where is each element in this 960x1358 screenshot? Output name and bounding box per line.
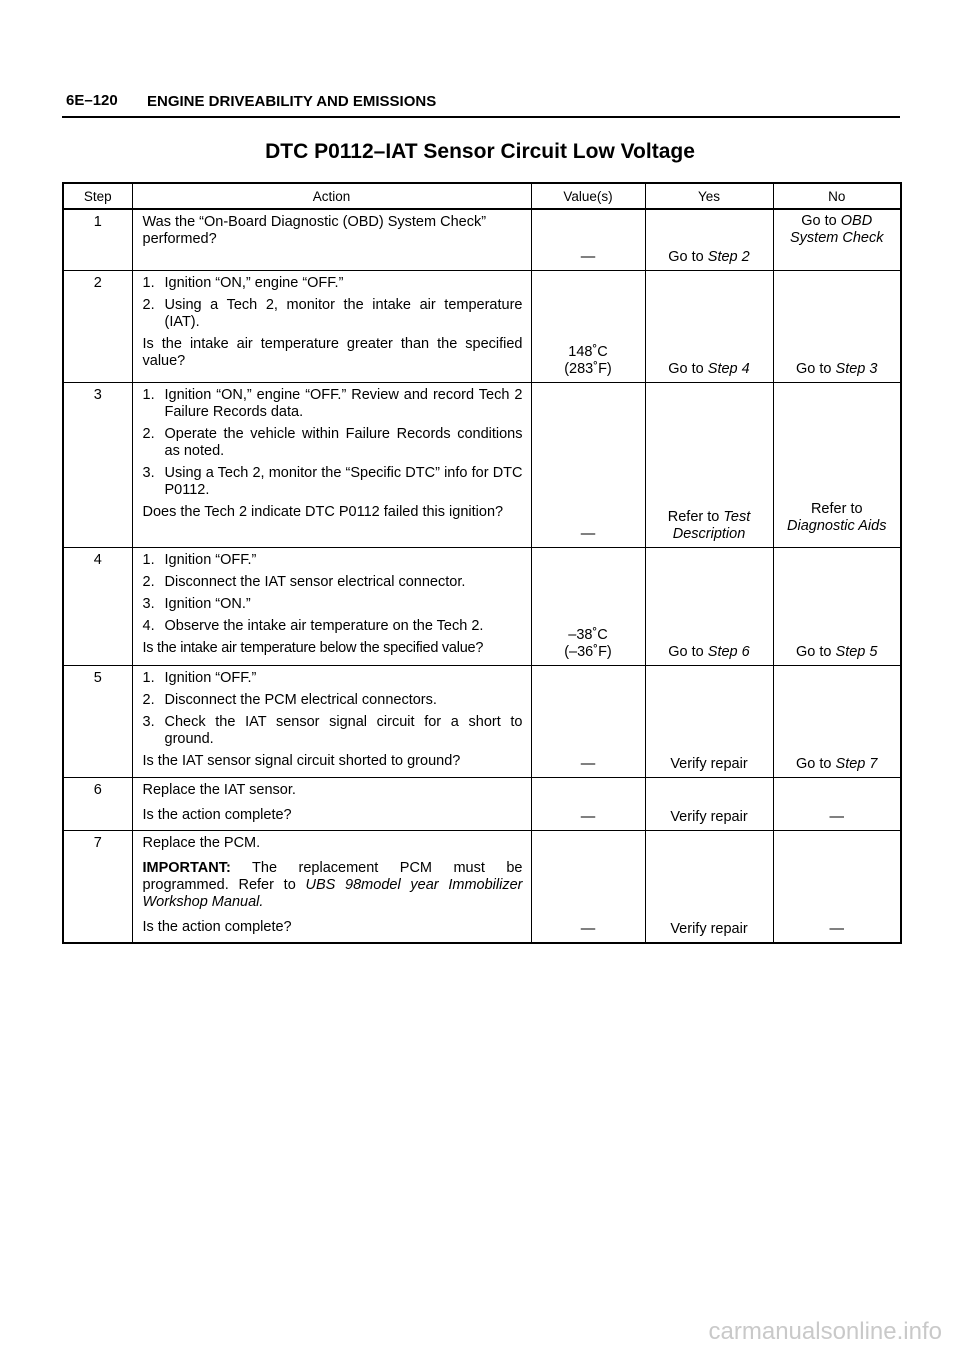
no-prefix: Go to	[801, 213, 841, 229]
yes-cell: Go to Step 6	[645, 547, 773, 665]
action-cell	[132, 547, 531, 665]
action-item: 2. Using a Tech 2, monitor the intake air temperature (IAT).	[142, 296, 523, 330]
action-item: 3. Using a Tech 2, monitor the “Specific DTC” info for DTC P0112.	[142, 464, 523, 498]
step-number: 3	[63, 382, 132, 547]
value-fahrenheit: (283˚F)	[564, 360, 612, 377]
action-cell	[132, 209, 531, 270]
action-cell	[132, 777, 531, 830]
action-item: 1. Ignition “OFF.”	[142, 551, 257, 568]
action-cell	[132, 382, 531, 547]
section-title: ENGINE DRIVEABILITY AND EMISSIONS	[147, 93, 437, 110]
table-row	[63, 382, 901, 547]
yes-cell: Refer to Test Description	[645, 382, 773, 547]
value-cell: —	[531, 209, 645, 270]
yes-cell: Go to Step 4	[645, 270, 773, 382]
action-question: Does the Tech 2 indicate DTC P0112 failed this ignition?	[142, 503, 504, 520]
action-cell	[132, 270, 531, 382]
step-number: 4	[63, 547, 132, 665]
table-row	[63, 547, 901, 665]
action-text: Replace the IAT sensor.	[142, 781, 296, 798]
action-item: 3. Ignition “ON.”	[142, 595, 251, 612]
value-cell	[531, 270, 645, 382]
important-text: The replacement PCM must be programmed. Refer to	[142, 859, 523, 893]
diagnostic-table	[62, 182, 902, 944]
table-row	[63, 777, 901, 830]
action-text: Replace the PCM.	[142, 834, 261, 851]
table-row	[63, 270, 901, 382]
manual-reference: UBS 98model year Immobilizer Workshop Manual.	[142, 876, 523, 910]
table-row	[63, 830, 901, 943]
yes-cell	[645, 209, 773, 270]
value-celsius: –38˚C	[568, 626, 608, 643]
action-question: Is the action complete?	[142, 918, 292, 935]
action-item: 3. Check the IAT sensor signal circuit for a short to ground.	[142, 713, 523, 747]
table-row	[63, 665, 901, 777]
table-row	[63, 209, 901, 270]
value-cell: —	[531, 665, 645, 777]
action-question: Is the intake air temperature greater than the specified value?	[142, 335, 523, 369]
no-cell: Go to Step 3	[773, 270, 901, 382]
value-cell: —	[531, 777, 645, 830]
no-cell	[773, 209, 901, 270]
action-cell	[132, 830, 531, 943]
no-link: Step 5	[835, 643, 878, 660]
action-question: Is the intake air temperature below the specified value?	[142, 639, 484, 656]
action-text: Was the “On-Board Diagnostic (OBD) System Check” performed?	[142, 214, 487, 247]
column-header-no: No	[773, 183, 901, 209]
no-link: OBD System Check	[790, 213, 884, 246]
action-cell	[132, 665, 531, 777]
value-cell: —	[531, 830, 645, 943]
value-cell	[531, 547, 645, 665]
step-number: 2	[63, 270, 132, 382]
yes-cell: Verify repair	[645, 777, 773, 830]
yes-cell: Verify repair	[645, 665, 773, 777]
step-number: 7	[63, 830, 132, 943]
no-cell: —	[773, 830, 901, 943]
action-item: 2. Disconnect the IAT sensor electrical connector.	[142, 573, 466, 590]
action-item: 2. Disconnect the PCM electrical connectors.	[142, 691, 437, 708]
important-label: IMPORTANT:	[142, 859, 231, 876]
yes-link: Step 4	[707, 360, 750, 377]
page-number: 6E–120	[66, 92, 118, 109]
step-number: 6	[63, 777, 132, 830]
yes-cell: Verify repair	[645, 830, 773, 943]
no-cell: Go to Step 7	[773, 665, 901, 777]
value-cell: —	[531, 382, 645, 547]
column-header-step: Step	[63, 183, 132, 209]
step-number: 1	[63, 209, 132, 270]
action-item: 2. Operate the vehicle within Failure Records conditions as noted.	[142, 425, 523, 459]
action-question: Is the IAT sensor signal circuit shorted to ground?	[142, 752, 461, 769]
action-item: 1. Ignition “ON,” engine “OFF.” Review and record Tech 2 Failure Records data.	[142, 386, 523, 420]
no-link: Step 3	[835, 360, 878, 377]
yes-prefix: Go to	[668, 248, 708, 265]
yes-link: Step 2	[707, 248, 750, 265]
no-link: Diagnostic Aids	[787, 517, 887, 534]
table-header-row	[63, 183, 901, 209]
no-cell: —	[773, 777, 901, 830]
important-note	[143, 860, 523, 911]
no-link: Step 7	[835, 755, 878, 772]
step-number: 5	[63, 665, 132, 777]
watermark: carmanualsonline.info	[708, 1318, 942, 1345]
yes-link: Test Description	[672, 508, 751, 542]
column-header-values: Value(s)	[531, 183, 645, 209]
no-cell: Go to Step 5	[773, 547, 901, 665]
page-header	[62, 88, 900, 118]
column-header-yes: Yes	[645, 183, 773, 209]
value-fahrenheit: (–36˚F)	[564, 643, 612, 660]
document-title: DTC P0112–IAT Sensor Circuit Low Voltage	[265, 140, 695, 163]
action-item: 4. Observe the intake air temperature on the Tech 2.	[142, 617, 484, 634]
action-question: Is the action complete?	[142, 806, 292, 823]
yes-link: Step 6	[707, 643, 750, 660]
column-header-action: Action	[132, 183, 531, 209]
action-item: 1. Ignition “ON,” engine “OFF.”	[142, 274, 344, 291]
action-item: 1. Ignition “OFF.”	[142, 669, 257, 686]
value-celsius: 148˚C	[568, 343, 608, 360]
no-cell: Refer to Diagnostic Aids	[773, 382, 901, 547]
